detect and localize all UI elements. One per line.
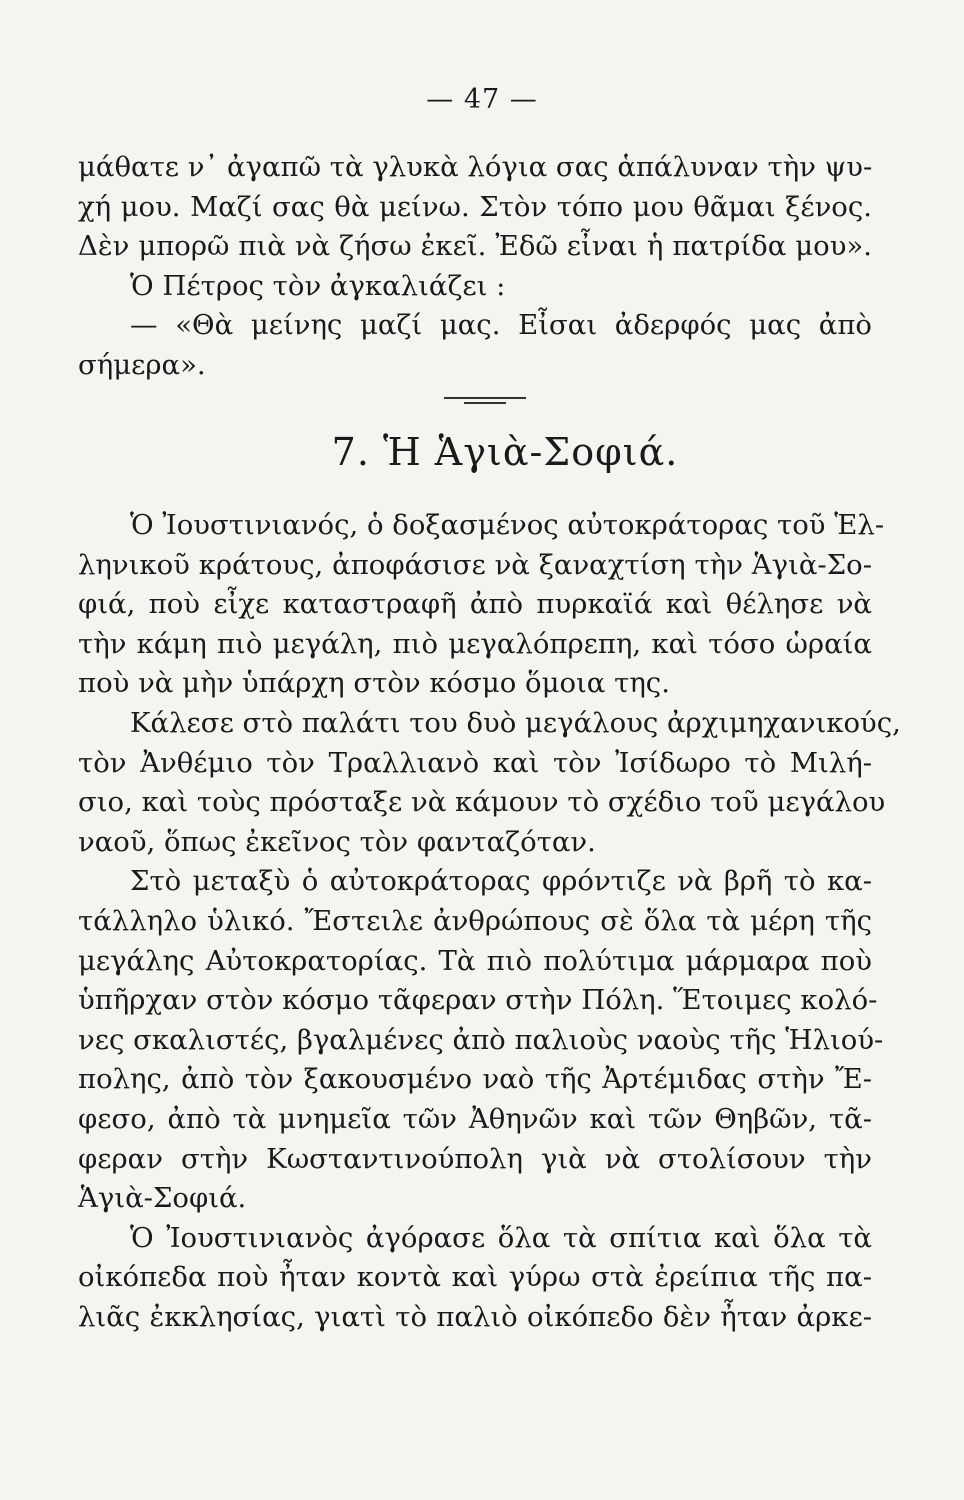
page-number: — 47 —	[426, 84, 538, 115]
text-line: νες σκαλιστές, βγαλμένες ἀπὸ παλιοὺς ναοὺς τῆς Ἡλιού-	[78, 1023, 884, 1056]
text-line: Κάλεσε στὸ παλάτι του δυὸ μεγάλους ἀρχιμηχανικούς,	[130, 706, 901, 739]
chapter-title: 7. Ἡ Ἁγιὰ-Σοφιά.	[331, 430, 679, 474]
dialogue-text-block	[78, 148, 872, 386]
text-line: Ὁ Ἰουστινιανὸς ἀγόρασε ὅλα τὰ σπίτια καὶ ὅλα τὰ	[130, 1221, 872, 1254]
text-line: ὑπῆρχαν στὸν κόσμο τᾶφεραν στὴν Πόλη. Ἕτοιμες κολό-	[78, 984, 878, 1017]
text-line: Ἁγιὰ-Σοφιά.	[78, 1182, 247, 1215]
text-line: φιά, ποὺ εἶχε καταστραφῆ ἀπὸ πυρκαϊά καὶ θέλησε νὰ	[78, 588, 872, 621]
text-line: λιᾶς ἐκκλησίας, γιατὶ τὸ παλιὸ οἰκόπεδο δὲν ἦταν ἀρκε-	[78, 1300, 872, 1333]
text-line: — «Θὰ μείνης μαζί μας. Εἶσαι ἀδερφός μας ἀπὸ	[130, 309, 872, 342]
text-line: χή μου. Μαζί σας θὰ μείνω. Στὸν τόπο μου θᾶμαι ξένος.	[78, 190, 872, 223]
text-line: φεραν στὴν Κωσταντινούπολη γιὰ νὰ στολίσουν τὴν	[78, 1142, 872, 1175]
text-line: Ὁ Πέτρος τὸν ἀγκαλιάζει :	[130, 269, 506, 302]
text-line: Ὁ Ἰουστινιανός, ὁ δοξασμένος αὐτοκράτορας τοῦ Ἑλ-	[130, 509, 885, 541]
text-line: ποὺ νὰ μὴν ὑπάρχη στὸν κόσμο ὅμοια της.	[78, 667, 670, 700]
chapter-body-text	[78, 506, 901, 1337]
text-line: οἰκόπεδα ποὺ ἦταν κοντὰ καὶ γύρω στὰ ἐρείπια τῆς πα-	[78, 1261, 872, 1294]
text-line: τὸν Ἀνθέμιο τὸν Τραλλιανὸ καὶ τὸν Ἰσίδωρο τὸ Μιλή-	[78, 746, 872, 779]
text-line: μάθατε ν᾽ ἀγαπῶ τὰ γλυκὰ λόγια σας ἁπάλυναν τὴν ψυ-	[78, 151, 873, 183]
text-line: τὴν κάμη πιὸ μεγάλη, πιὸ μεγαλόπρεπη, καὶ τόσο ὡραία	[78, 627, 872, 660]
text-line: φεσο, ἀπὸ τὰ μνημεῖα τῶν Ἀθηνῶν καὶ τῶν Θηβῶν, τᾶ-	[78, 1102, 872, 1135]
text-line: ναοῦ, ὅπως ἐκεῖνος τὸν φανταζόταν.	[78, 825, 596, 858]
text-line: Στὸ μεταξὺ ὁ αὐτοκράτορας φρόντιζε νὰ βρῆ τὸ κα-	[130, 865, 872, 898]
text-line: ληνικοῦ κράτους, ἀποφάσισε νὰ ξαναχτίση τὴν Ἁγιὰ-Σο-	[78, 548, 872, 581]
text-line: μεγάλης Αὐτοκρατορίας. Τὰ πιὸ πολύτιμα μάρμαρα ποὺ	[78, 944, 872, 977]
text-line: σιο, καὶ τοὺς πρόσταξε νὰ κάμουν τὸ σχέδιο τοῦ μεγάλου	[78, 786, 886, 819]
text-line: πολης, ἀπὸ τὸν ξακουσμένο ναὸ τῆς Ἀρτέμιδας στὴν Ἔ-	[78, 1063, 872, 1096]
text-line: τάλληλο ὑλικό. Ἔστειλε ἀνθρώπους σὲ ὅλα τὰ μέρη τῆς	[78, 904, 872, 937]
section-divider	[444, 395, 526, 405]
text-line: Δὲν μπορῶ πιὰ νὰ ζήσω ἐκεῖ. Ἐδῶ εἶναι ἡ πατρίδα μου».	[78, 230, 872, 263]
text-line: σήμερα».	[78, 348, 206, 381]
